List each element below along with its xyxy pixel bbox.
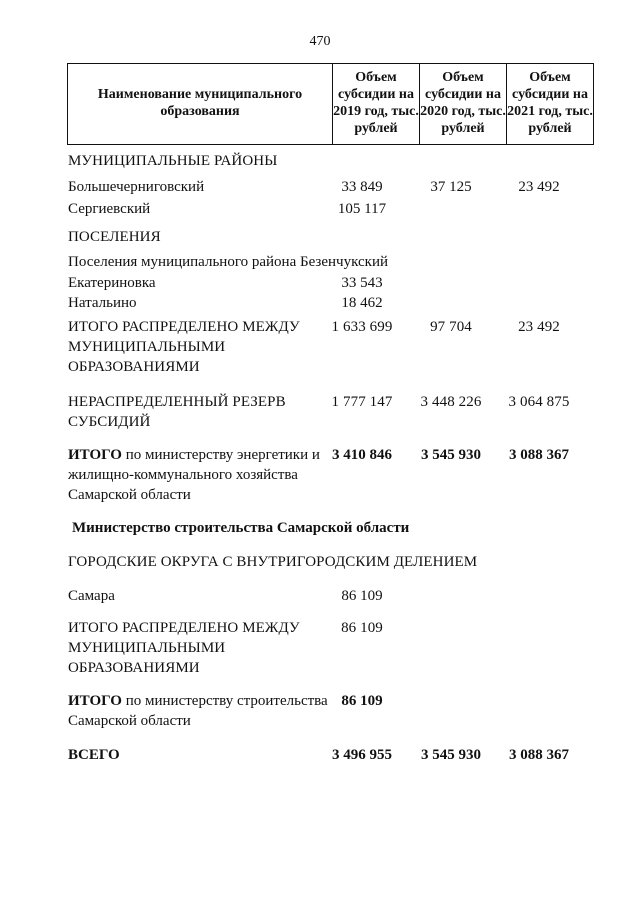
total-text: по министерству строительства xyxy=(121,693,328,709)
value-2020: 37 125 xyxy=(430,179,472,195)
value-2019: 18 462 xyxy=(341,295,383,311)
value-2019: 86 109 xyxy=(341,693,383,709)
header-2020-column: Объем субсидии на 2020 год, тыс. рублей xyxy=(420,64,507,145)
value-2019: 3 410 846 xyxy=(332,447,392,463)
row-name: Екатериновка xyxy=(68,275,156,291)
value-2019: 86 109 xyxy=(341,620,383,636)
row-name-line2: МУНИЦИПАЛЬНЫМИ xyxy=(68,640,226,656)
row-name-line1 xyxy=(68,691,328,711)
row-name-line3: ОБРАЗОВАНИЯМИ xyxy=(68,359,200,375)
page-number: 470 xyxy=(309,34,331,49)
row-name-line1 xyxy=(68,445,320,465)
value-2019: 33 849 xyxy=(341,179,383,195)
value-2019: 105 117 xyxy=(337,201,387,217)
value-2021: 3 064 875 xyxy=(508,394,570,410)
row-name: Самара xyxy=(68,588,115,604)
total-label: ИТОГО xyxy=(68,447,122,463)
table-header xyxy=(67,63,594,145)
row-name-line2: МУНИЦИПАЛЬНЫМИ xyxy=(68,339,226,355)
section-title: ПОСЕЛЕНИЯ xyxy=(68,229,161,245)
value-2020: 97 704 xyxy=(430,319,472,335)
row-name-line2: жилищно-коммунального хозяйства xyxy=(68,467,298,483)
row-name-line1: НЕРАСПРЕДЕЛЕННЫЙ РЕЗЕРВ xyxy=(68,394,286,410)
value-2021: 23 492 xyxy=(518,179,560,195)
value-2019: 3 496 955 xyxy=(332,747,392,763)
value-2021: 3 088 367 xyxy=(509,747,569,763)
row-name: ВСЕГО xyxy=(68,747,120,763)
value-2021: 3 088 367 xyxy=(509,447,569,463)
value-2019: 86 109 xyxy=(341,588,383,604)
header-name-column: Наименование муниципального образования xyxy=(68,64,333,145)
row-name-line3: ОБРАЗОВАНИЯМИ xyxy=(68,660,200,676)
row-name-line1: ИТОГО РАСПРЕДЕЛЕНО МЕЖДУ xyxy=(68,620,300,636)
section-title: Министерство строительства Самарской области xyxy=(72,520,410,536)
value-2019: 1 777 147 xyxy=(331,394,393,410)
row-name-line3: Самарской области xyxy=(68,487,191,503)
value-2020: 3 545 930 xyxy=(421,747,481,763)
row-name-line1: ИТОГО РАСПРЕДЕЛЕНО МЕЖДУ xyxy=(68,319,300,335)
section-title: ГОРОДСКИЕ ОКРУГА С ВНУТРИГОРОДСКИМ ДЕЛЕНИЕМ xyxy=(68,554,478,570)
value-2019: 1 633 699 xyxy=(331,319,393,335)
row-name: Сергиевский xyxy=(68,201,151,217)
value-2020: 3 545 930 xyxy=(421,447,481,463)
value-2020: 3 448 226 xyxy=(420,394,482,410)
header-2021-column: Объем субсидии на 2021 год, тыс. рублей xyxy=(507,64,594,145)
row-name: Большечерниговский xyxy=(68,179,205,195)
total-label: ИТОГО xyxy=(68,693,122,709)
subsection-title: Поселения муниципального района Безенчукский xyxy=(68,254,388,270)
total-text: по министерству энергетики и xyxy=(121,447,320,463)
value-2021: 23 492 xyxy=(518,319,560,335)
row-name-line2: СУБСИДИЙ xyxy=(68,414,151,430)
section-title: МУНИЦИПАЛЬНЫЕ РАЙОНЫ xyxy=(68,153,278,169)
value-2019: 33 543 xyxy=(341,275,383,291)
row-name: Натальино xyxy=(68,295,137,311)
row-name-line2: Самарской области xyxy=(68,713,191,729)
header-2019-column: Объем субсидии на 2019 год, тыс. рублей xyxy=(333,64,420,145)
